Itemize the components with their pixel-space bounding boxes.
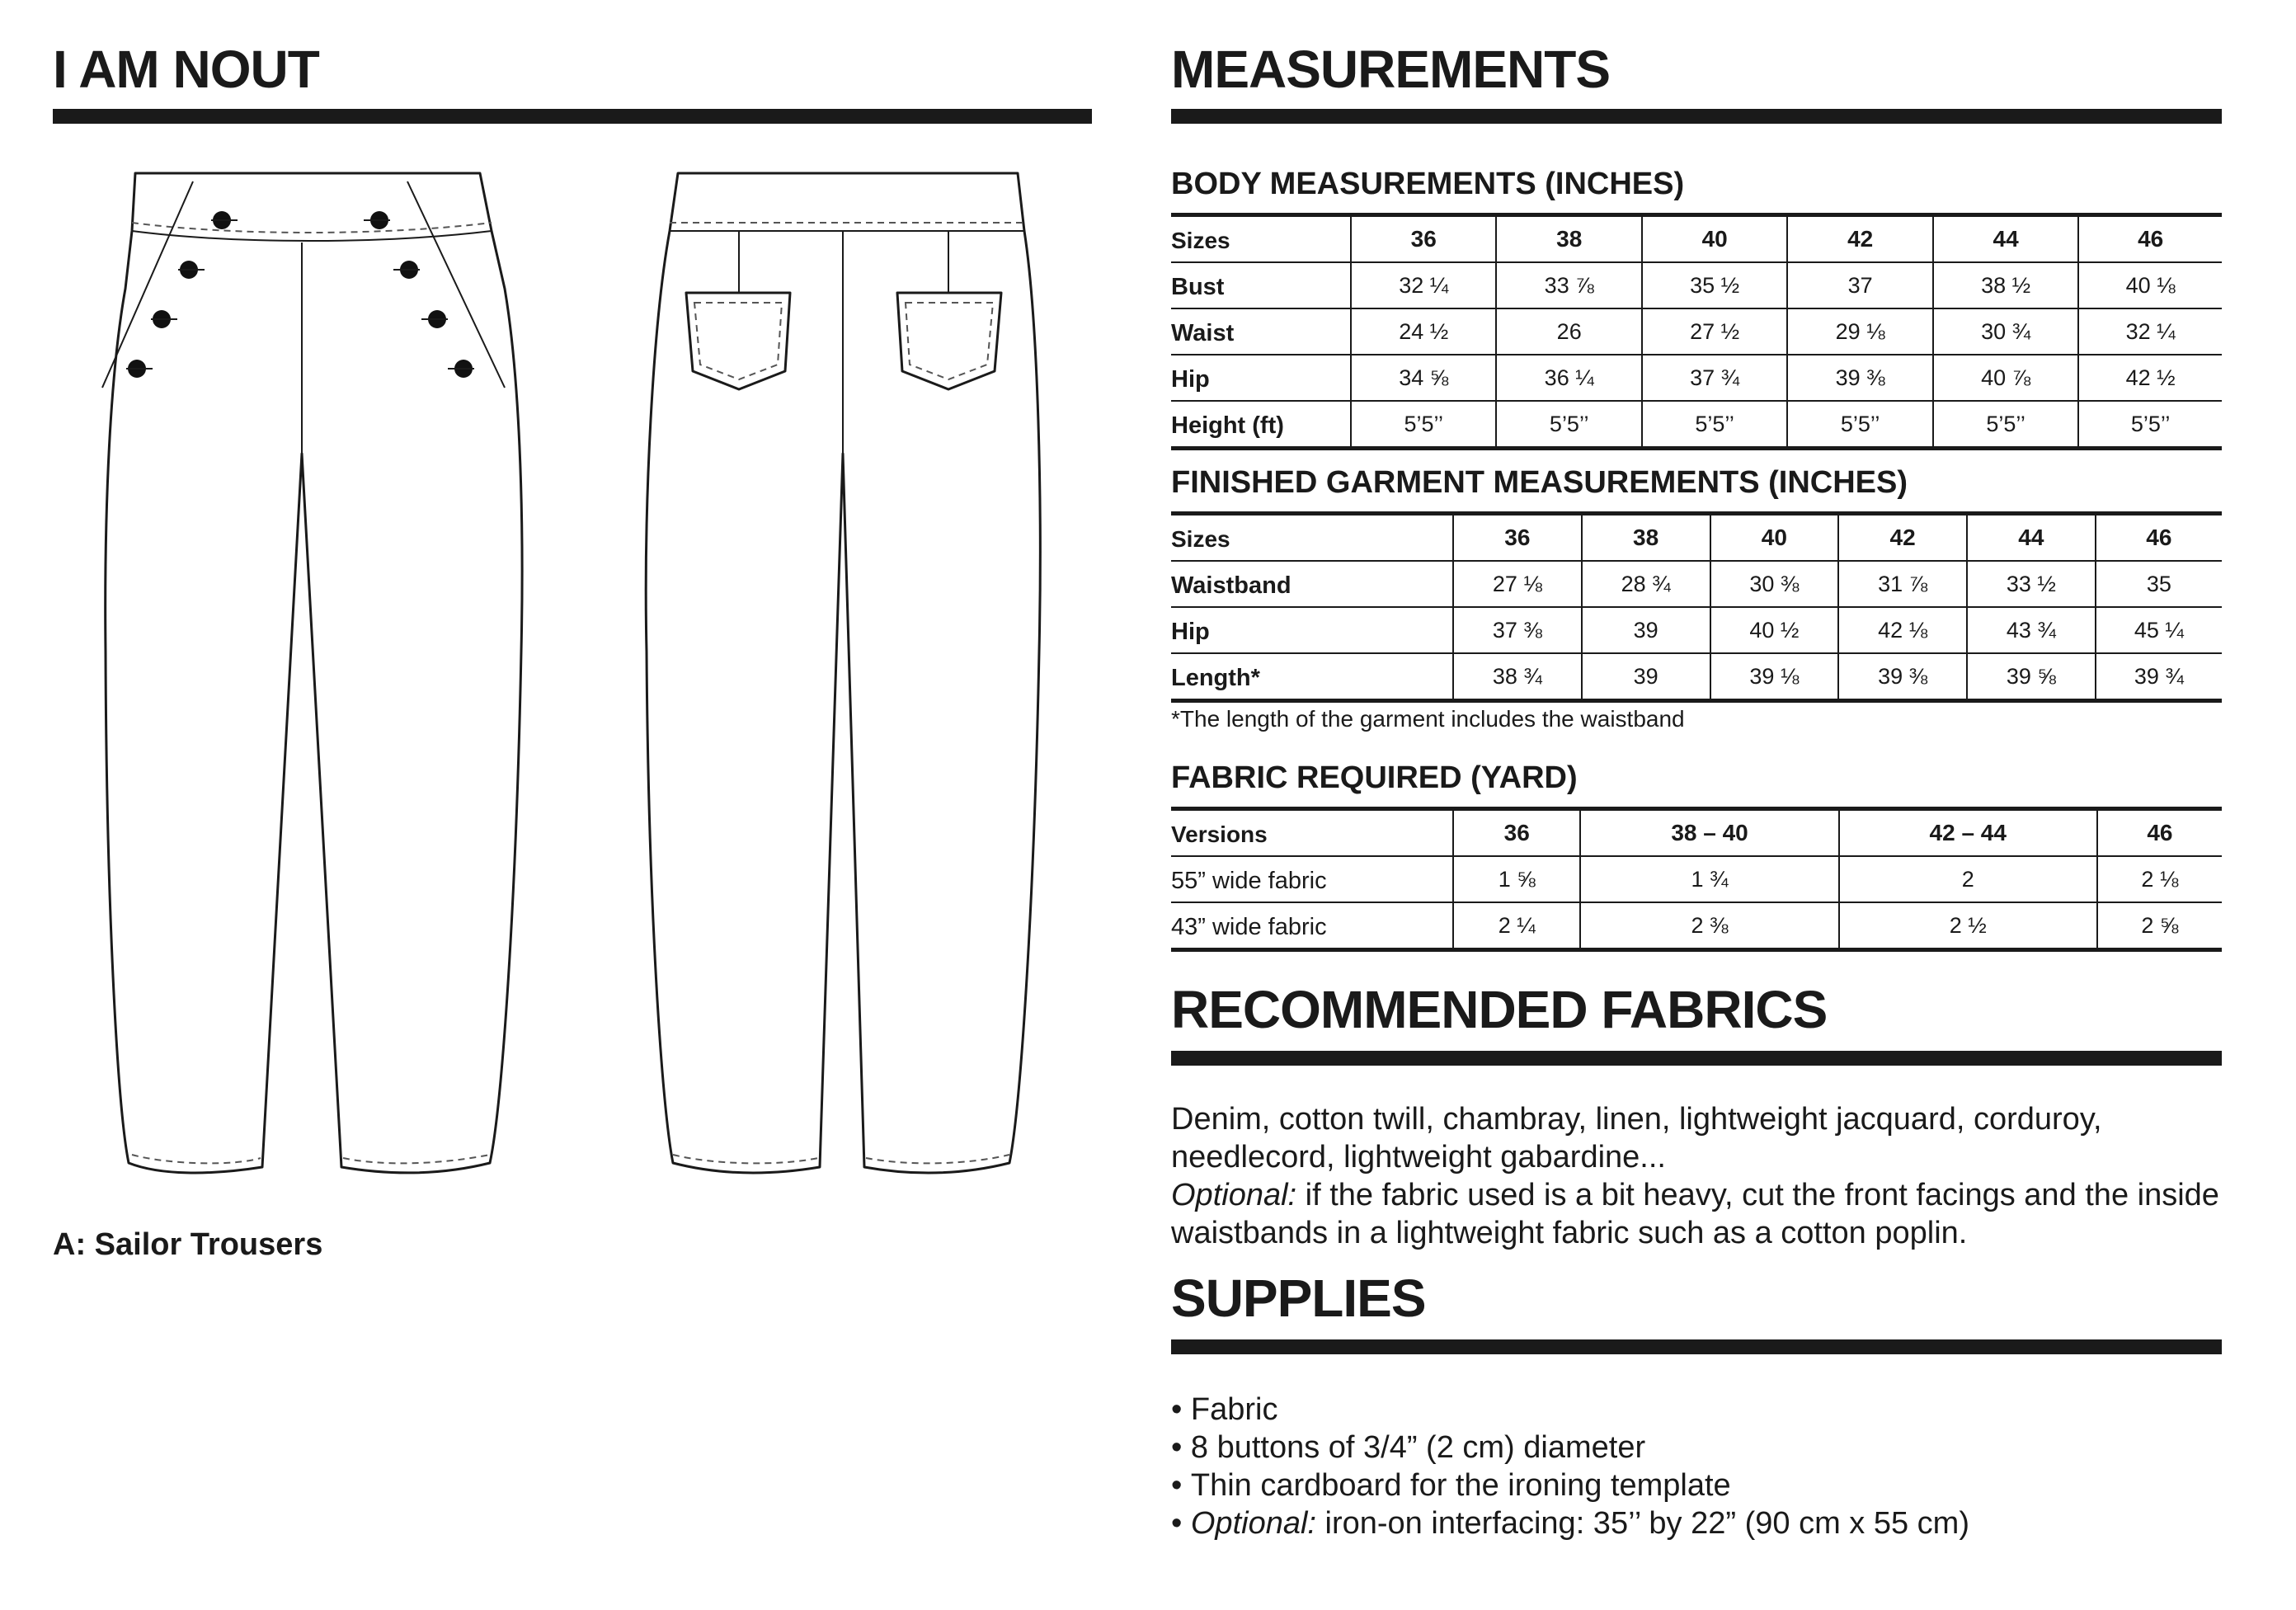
table-cell: 27 ½ [1642, 308, 1787, 355]
finished-garment-title: FINISHED GARMENT MEASUREMENTS (INCHES) [1171, 465, 1908, 500]
table-row [1171, 215, 2222, 263]
table-cell: 29 ⅛ [1787, 308, 1932, 355]
optional-text: iron-on interfacing: 35’’ by 22” (90 cm x 55 cm) [1315, 1506, 1969, 1541]
table-cell: 39 ⅜ [1838, 653, 1967, 701]
size-header: 44 [1967, 514, 2096, 562]
table-cell: 34 ⅝ [1351, 355, 1496, 401]
length-footnote: *The length of the garment includes the waistband [1171, 706, 1685, 732]
list-item [1171, 1504, 1969, 1542]
row-label: Bust [1171, 262, 1351, 308]
trousers-back-view [646, 173, 1040, 1173]
table-cell: 5’5’’ [1351, 401, 1496, 449]
table-row [1171, 262, 2222, 308]
size-header: 36 [1453, 514, 1582, 562]
size-header: 38 [1582, 514, 1710, 562]
body-measurements-table [1171, 213, 2222, 450]
table-cell: 1 ¾ [1580, 856, 1838, 902]
size-header: 38 [1496, 215, 1641, 263]
table-cell: 30 ¾ [1933, 308, 2078, 355]
fabric-required-title: FABRIC REQUIRED (YARD) [1171, 760, 1578, 795]
table-cell: 5’5’’ [2078, 401, 2222, 449]
table-cell: 39 [1582, 607, 1710, 653]
table-row [1171, 401, 2222, 449]
row-label: 55” wide fabric [1171, 856, 1453, 902]
table-cell: 33 ⅞ [1496, 262, 1641, 308]
row-label: Length* [1171, 653, 1453, 701]
size-header: 46 [2078, 215, 2222, 263]
table-cell: 35 [2096, 561, 2222, 607]
table-cell: 5’5’’ [1642, 401, 1787, 449]
row-label: Hip [1171, 607, 1453, 653]
table-row [1171, 809, 2222, 857]
table-cell: 5’5’’ [1496, 401, 1641, 449]
list-item: • 8 buttons of 3/4” (2 cm) diameter [1171, 1429, 1969, 1466]
row-label: 43” wide fabric [1171, 902, 1453, 950]
table-cell: 35 ½ [1642, 262, 1787, 308]
view-caption: A: Sailor Trousers [53, 1227, 323, 1262]
supplies-list [1171, 1391, 1969, 1542]
size-header: 42 [1838, 514, 1967, 562]
table-cell: 37 ⅜ [1453, 607, 1582, 653]
sizes-header: Sizes [1171, 215, 1351, 263]
table-cell: 37 [1787, 262, 1932, 308]
table-cell: 38 ½ [1933, 262, 2078, 308]
size-header: 36 [1351, 215, 1496, 263]
table-cell: 39 ⅜ [1787, 355, 1932, 401]
table-cell: 1 ⅝ [1453, 856, 1580, 902]
table-row [1171, 607, 2222, 653]
table-cell: 36 ¼ [1496, 355, 1641, 401]
supplies-rule [1171, 1339, 2222, 1354]
table-cell: 28 ¾ [1582, 561, 1710, 607]
size-header: 36 [1453, 809, 1580, 857]
table-cell: 39 [1582, 653, 1710, 701]
size-header: 38 – 40 [1580, 809, 1838, 857]
table-cell: 32 ¼ [1351, 262, 1496, 308]
table-cell: 40 ½ [1710, 607, 1839, 653]
list-item: • Fabric [1171, 1391, 1969, 1429]
table-cell: 43 ¾ [1967, 607, 2096, 653]
size-header: 44 [1933, 215, 2078, 263]
table-cell: 42 ⅛ [1838, 607, 1967, 653]
table-row [1171, 561, 2222, 607]
table-row [1171, 902, 2222, 950]
table-cell: 5’5’’ [1933, 401, 2078, 449]
fabrics-list: Denim, cotton twill, chambray, linen, lightweight jacquard, corduroy, needlecord, lightweight gabardine... [1171, 1102, 2102, 1175]
size-header: 40 [1710, 514, 1839, 562]
table-row [1171, 514, 2222, 562]
table-cell: 2 ¼ [1453, 902, 1580, 950]
table-cell: 39 ¾ [2096, 653, 2222, 701]
table-cell: 2 [1839, 856, 2097, 902]
table-cell: 2 ⅝ [2097, 902, 2222, 950]
recommended-fabrics-rule [1171, 1051, 2222, 1066]
table-cell: 45 ¼ [2096, 607, 2222, 653]
table-cell: 39 ⅝ [1967, 653, 2096, 701]
table-cell: 40 ⅞ [1933, 355, 2078, 401]
table-cell: 26 [1496, 308, 1641, 355]
size-header: 46 [2096, 514, 2222, 562]
optional-text: if the fabric used is a bit heavy, cut the front facings and the inside waistbands in a lightweight fabric such as a cotton poplin. [1171, 1178, 2219, 1250]
table-cell: 2 ½ [1839, 902, 2097, 950]
table-row [1171, 653, 2222, 701]
measurements-title: MEASUREMENTS [1171, 40, 1611, 99]
table-cell: 27 ⅛ [1453, 561, 1582, 607]
row-label: Hip [1171, 355, 1351, 401]
table-cell: 24 ½ [1351, 308, 1496, 355]
brand-title: I AM NOUT [53, 40, 319, 99]
table-cell: 31 ⅞ [1838, 561, 1967, 607]
row-label: Height (ft) [1171, 401, 1351, 449]
list-item: • Thin cardboard for the ironing template [1171, 1466, 1969, 1504]
size-header: 40 [1642, 215, 1787, 263]
table-cell: 2 ⅜ [1580, 902, 1838, 950]
size-header: 46 [2097, 809, 2222, 857]
table-row [1171, 308, 2222, 355]
table-cell: 38 ¾ [1453, 653, 1582, 701]
fabric-required-table [1171, 807, 2222, 952]
table-cell: 39 ⅛ [1710, 653, 1839, 701]
trousers-front-view [102, 173, 522, 1173]
body-measurements-title: BODY MEASUREMENTS (INCHES) [1171, 167, 1685, 201]
size-header: 42 – 44 [1839, 809, 2097, 857]
versions-header: Versions [1171, 809, 1453, 857]
fabrics-optional [1171, 1176, 2243, 1252]
table-row [1171, 856, 2222, 902]
table-cell: 5’5’’ [1787, 401, 1932, 449]
table-cell: 2 ⅛ [2097, 856, 2222, 902]
trousers-technical-drawing [53, 157, 1092, 1262]
measurements-rule [1171, 109, 2222, 124]
row-label: Waist [1171, 308, 1351, 355]
finished-garment-table [1171, 511, 2222, 703]
supplies-title: SUPPLIES [1171, 1269, 1426, 1328]
table-cell: 40 ⅛ [2078, 262, 2222, 308]
table-cell: 42 ½ [2078, 355, 2222, 401]
size-header: 42 [1787, 215, 1932, 263]
table-cell: 30 ⅜ [1710, 561, 1839, 607]
optional-label: Optional: [1190, 1506, 1316, 1541]
recommended-fabrics-text [1171, 1100, 2243, 1252]
row-label: Waistband [1171, 561, 1453, 607]
table-row [1171, 355, 2222, 401]
optional-label: Optional: [1171, 1178, 1297, 1212]
brand-title-rule [53, 109, 1092, 124]
table-cell: 32 ¼ [2078, 308, 2222, 355]
table-cell: 37 ¾ [1642, 355, 1787, 401]
sizes-header: Sizes [1171, 514, 1453, 562]
recommended-fabrics-title: RECOMMENDED FABRICS [1171, 980, 1828, 1039]
table-cell: 33 ½ [1967, 561, 2096, 607]
